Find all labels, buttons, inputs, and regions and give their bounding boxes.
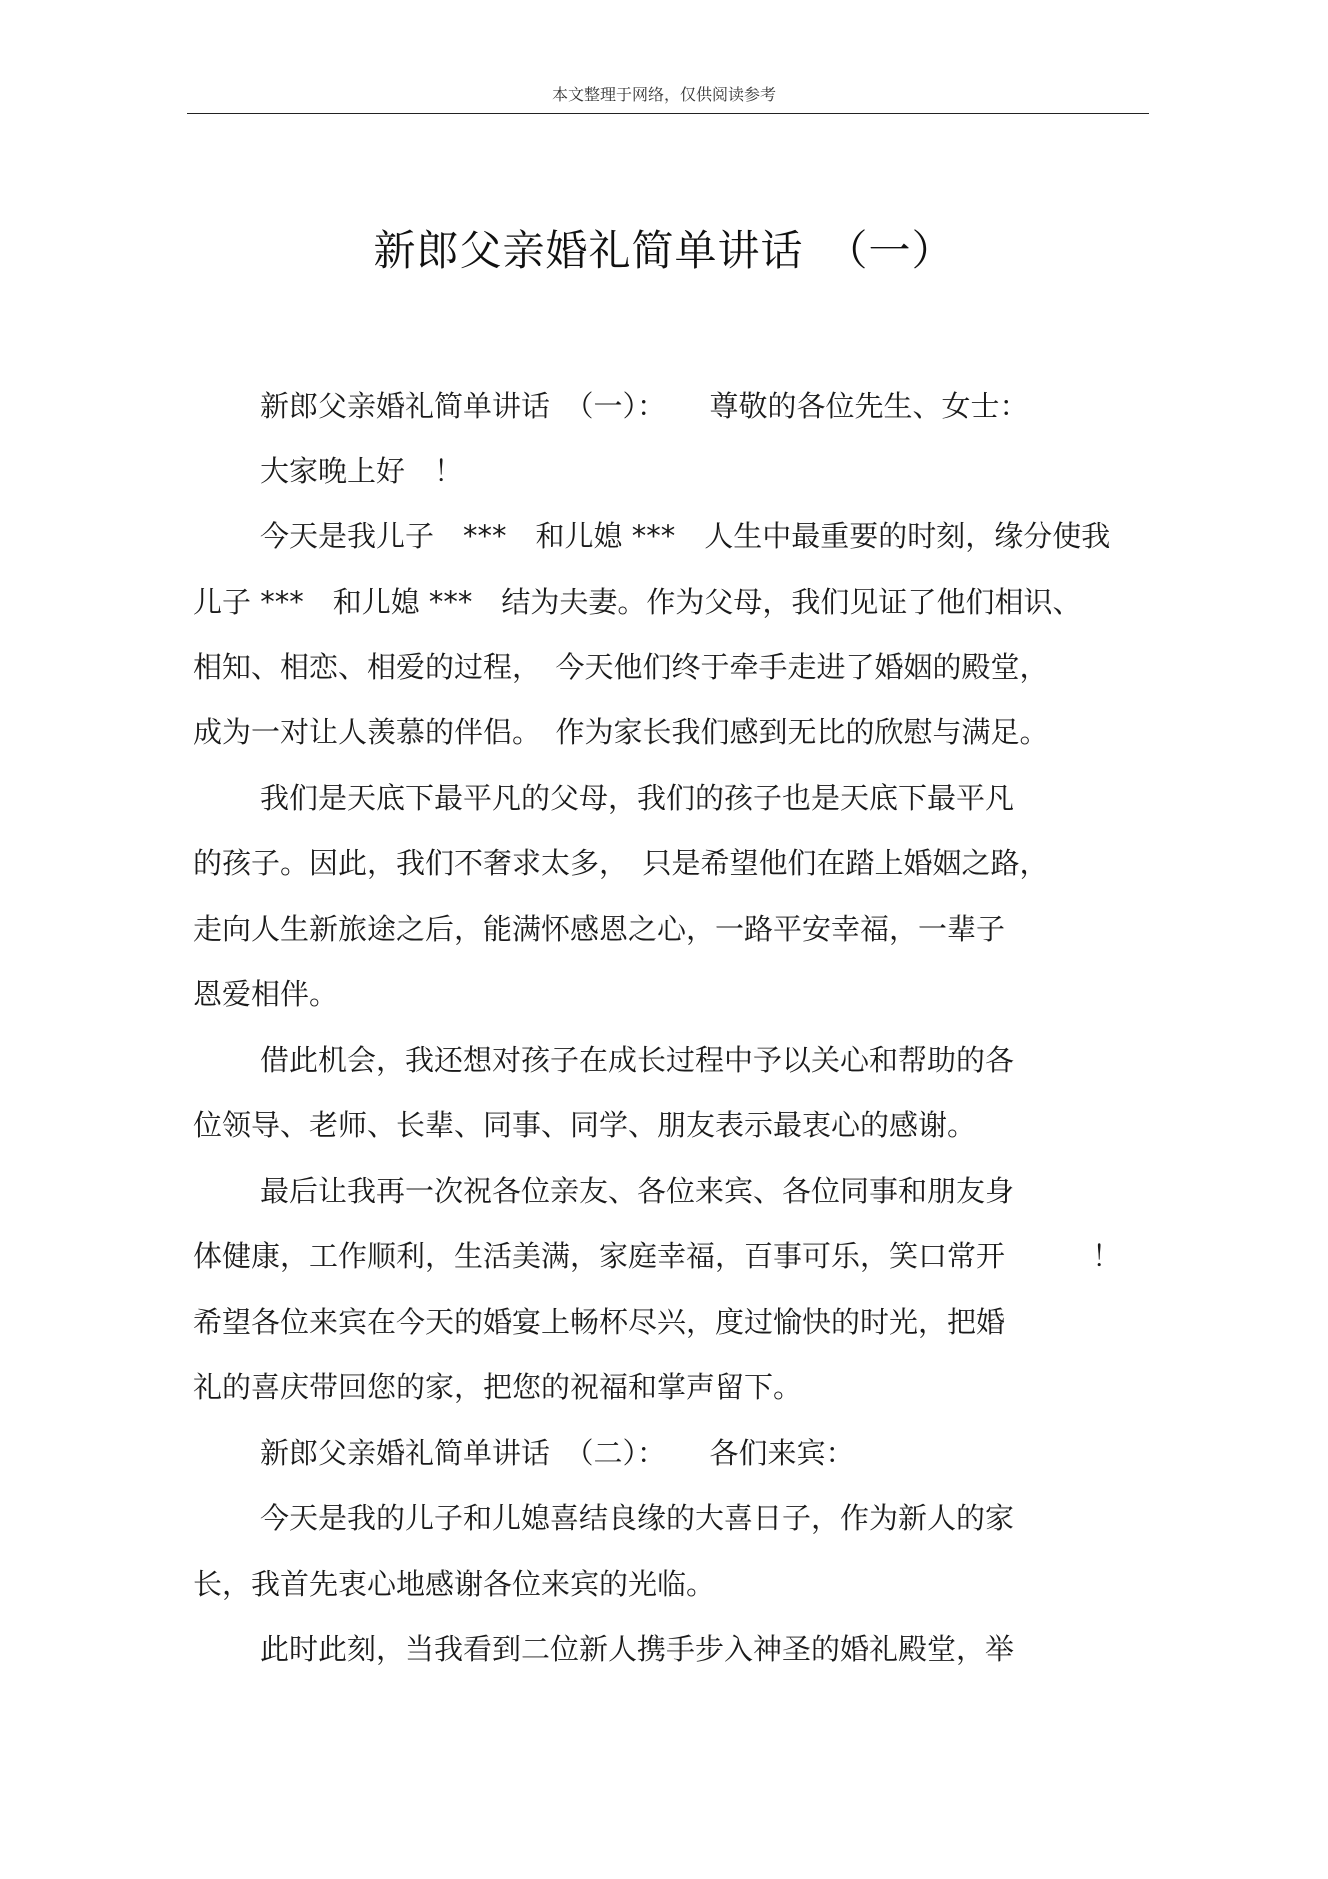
text-line: 恩爱相伴。 [193,977,339,1011]
text-line: 今天是我的儿子和儿媳喜结良缘的大喜日子，作为新人的家 [260,1501,1015,1535]
text-line: 希望各位来宾在今天的婚宴上畅杯尽兴，度过愉快的时光，把婚 [193,1305,1006,1339]
text-line: 成为一对让人羡慕的伴侣。 作为家长我们感到无比的欣慰与满足。 [193,715,1049,749]
text-line: 长，我首先衷心地感谢各位来宾的光临。 [193,1567,716,1601]
text-line: 今天是我儿子 *** 和儿媳 *** 人生中最重要的时刻，缘分使我 [260,519,1111,553]
document-title: 新郎父亲婚礼简单讲话 （一） [373,226,955,275]
text-line: 此时此刻，当我看到二位新人携手步入神圣的婚礼殿堂，举 [260,1632,1015,1666]
text-line: 位领导、老师、长辈、同事、同学、朋友表示最衷心的感谢。 [193,1108,977,1142]
text-line: 儿子 *** 和儿媳 *** 结为夫妻。作为父母，我们见证了他们相识、 [193,585,1082,619]
text-line: 新郎父亲婚礼简单讲话 （一）： 尊敬的各位先生、女士： [260,389,1029,423]
text-line: 借此机会，我还想对孩子在成长过程中予以关心和帮助的各 [260,1043,1015,1077]
header-divider [187,113,1149,114]
text-line: 我们是天底下最平凡的父母，我们的孩子也是天底下最平凡 [260,781,1015,815]
text-line: 的孩子。因此，我们不奢求太多， 只是希望他们在踏上婚姻之路， [193,846,1049,880]
text-line: 大家晚上好 ！ [260,454,464,488]
text-line: 最后让我再一次祝各位亲友、各位来宾、各位同事和朋友身 [260,1174,1015,1208]
header-note: 本文整理于网络，仅供阅读参考 [551,85,776,104]
text-line: 新郎父亲婚礼简单讲话 （二）： 各们来宾： [260,1436,855,1470]
text-line: 相知、相恋、相爱的过程， 今天他们终于牵手走进了婚姻的殿堂， [193,650,1049,684]
text-line: 体健康，工作顺利，生活美满，家庭幸福，百事可乐，笑口常开 ！ [193,1239,1122,1273]
text-line: 礼的喜庆带回您的家，把您的祝福和掌声留下。 [193,1370,803,1404]
text-line: 走向人生新旅途之后，能满怀感恩之心，一路平安幸福，一辈子 [193,912,1006,946]
